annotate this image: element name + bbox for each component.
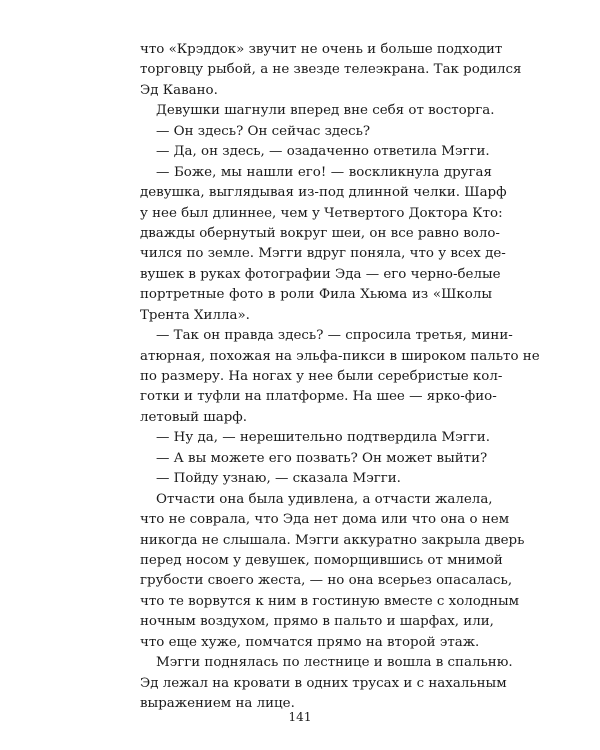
text-line: — Да, он здесь, — озадаченно ответила Мэгги. (156, 144, 490, 160)
text-line: атюрная, похожая на эльфа-пикси в широком пальто не (140, 348, 540, 364)
text-line: что не соврала, что Эда нет дома или что она о нем (140, 512, 510, 528)
text-line: торговцу рыбой, а не звезде телеэкрана. Так родился (140, 62, 522, 78)
text-line: Отчасти она была удивлена, а отчасти жалела, (156, 491, 493, 507)
text-line: что «Крэддок» звучит не очень и больше подходит (140, 42, 503, 57)
text-line: девушка, выглядывая из-под длинной челки. Шарф (140, 185, 507, 201)
text-line: Эд Кавано. (140, 82, 218, 98)
text-line: Эд лежал на кровати в одних трусах и с нахальным (140, 675, 507, 691)
text-line: что еще хуже, помчатся прямо на второй этаж. (140, 634, 480, 650)
text-line: — Пойду узнаю, — сказала Мэгги. (156, 471, 401, 487)
text-line: — А вы можете его позвать? Он может выйти? (156, 450, 488, 466)
text-line: по размеру. На ногах у нее были серебристые кол- (140, 369, 503, 384)
text-line: — Так он правда здесь? — спросила третья, мини- (156, 328, 513, 344)
text-line: готки и туфли на платформе. На шее — ярко-фио- (140, 389, 497, 405)
text-line: никогда не слышала. Мэгги аккуратно закрыла дверь (140, 532, 525, 548)
text-line: у нее был длиннее, чем у Четвертого Доктора Кто: (140, 205, 503, 221)
body-text (140, 40, 540, 714)
page-number: 141 (288, 710, 312, 724)
text-line: — Он здесь? Он сейчас здесь? (156, 123, 371, 139)
text-line: что те ворвутся к ним в гостиную вместе с холодным (140, 593, 520, 609)
text-line: чился по земле. Мэгги вдруг поняла, что у всех де- (140, 246, 506, 262)
text-line: дважды обернутый вокруг шеи, он все равно воло- (140, 225, 500, 241)
text-line: вушек в руках фотографии Эда — его черно-белые (140, 266, 501, 282)
text-line: — Боже, мы нашли его! — воскликнула другая (156, 164, 492, 180)
text-line: — Ну да, — нерешительно подтвердила Мэгги. (156, 430, 490, 446)
text-line: Трента Хилла». (140, 307, 250, 323)
text-line: Девушки шагнули вперед вне себя от восторга. (156, 103, 495, 119)
text-line: перед носом у девушек, поморщившись от мнимой (140, 552, 503, 568)
text-line: летовый шарф. (140, 409, 248, 425)
text-line: ночным воздухом, прямо в пальто и шарфах, или, (140, 614, 494, 630)
text-line: грубости своего жеста, — но она всерьез опасалась, (140, 573, 513, 589)
text-line: Мэгги поднялась по лестнице и вошла в спальню. (156, 655, 513, 671)
text-line: выражением на лице. (140, 696, 295, 711)
text-line: портретные фото в роли Фила Хьюма из «Школы (140, 287, 492, 303)
